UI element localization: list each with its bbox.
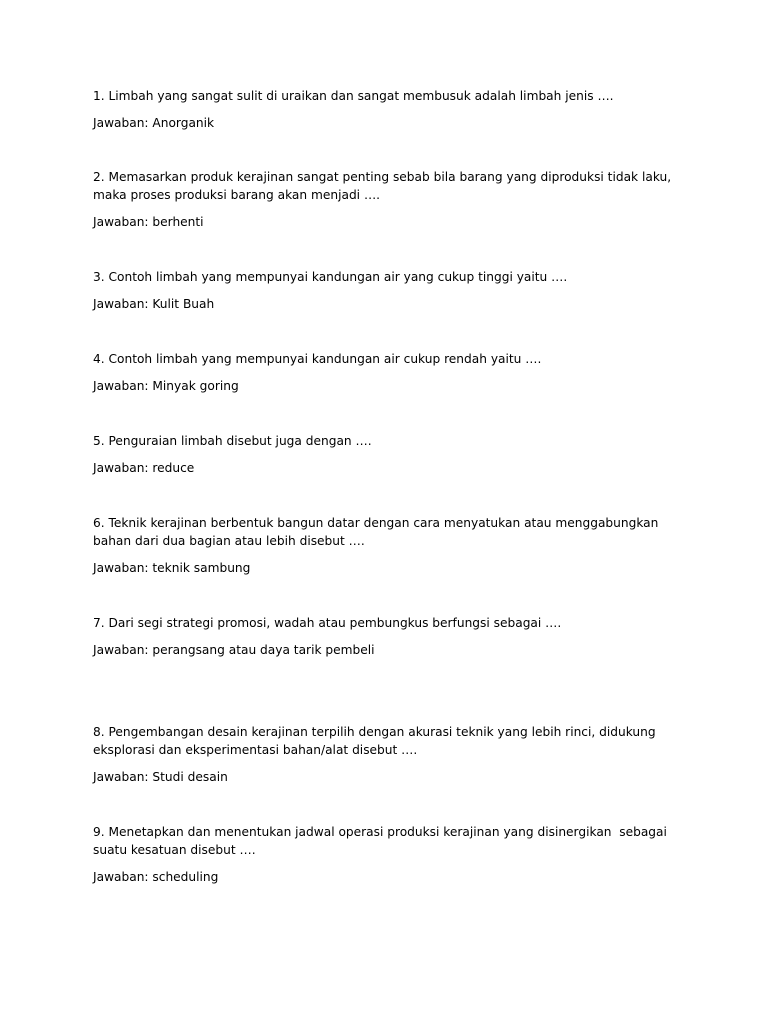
question-text: 6. Teknik kerajinan berbentuk bangun datar dengan cara menyatukan atau menggabungkan bahan dari dua bagian atau lebih disebut …. [93, 516, 663, 548]
question-block-9 [93, 823, 683, 886]
question-text: 5. Penguraian limbah disebut juga dengan …. [93, 434, 372, 448]
question-text: 4. Contoh limbah yang mempunyai kandungan air cukup rendah yaitu …. [93, 352, 542, 366]
answer-text: Jawaban: reduce [93, 461, 195, 475]
question-block-1 [93, 87, 683, 132]
question-text: 9. Menetapkan dan menentukan jadwal operasi produksi kerajinan yang disinergikan sebagai suatu kesatuan disebut …. [93, 825, 671, 857]
question-block-2 [93, 168, 683, 231]
question-block-8 [93, 723, 683, 786]
answer-text: Jawaban: Minyak goring [93, 379, 239, 393]
question-block-5 [93, 432, 683, 477]
question-block-4 [93, 350, 683, 395]
answer-text: Jawaban: Studi desain [93, 770, 228, 784]
answer-text: Jawaban: Kulit Buah [93, 297, 215, 311]
question-block-3 [93, 268, 683, 313]
answer-text: Jawaban: perangsang atau daya tarik pembeli [93, 643, 375, 657]
answer-text: Jawaban: scheduling [93, 870, 219, 884]
question-text: 3. Contoh limbah yang mempunyai kandungan air yang cukup tinggi yaitu …. [93, 270, 568, 284]
question-text: 7. Dari segi strategi promosi, wadah atau pembungkus berfungsi sebagai …. [93, 616, 562, 630]
answer-text: Jawaban: teknik sambung [93, 561, 251, 575]
answer-text: Jawaban: Anorganik [93, 116, 215, 130]
question-text: 2. Memasarkan produk kerajinan sangat penting sebab bila barang yang diproduksi tidak laku, maka proses produksi barang akan menjadi …. [93, 170, 675, 202]
question-block-7 [93, 614, 683, 659]
question-text: 1. Limbah yang sangat sulit di uraikan dan sangat membusuk adalah limbah jenis …. [93, 89, 614, 103]
question-text: 8. Pengembangan desain kerajinan terpilih dengan akurasi teknik yang lebih rinci, didukung eksplorasi dan eksperimentasi bahan/alat disebut …. [93, 725, 660, 757]
question-block-6 [93, 514, 683, 577]
answer-text: Jawaban: berhenti [93, 215, 204, 229]
